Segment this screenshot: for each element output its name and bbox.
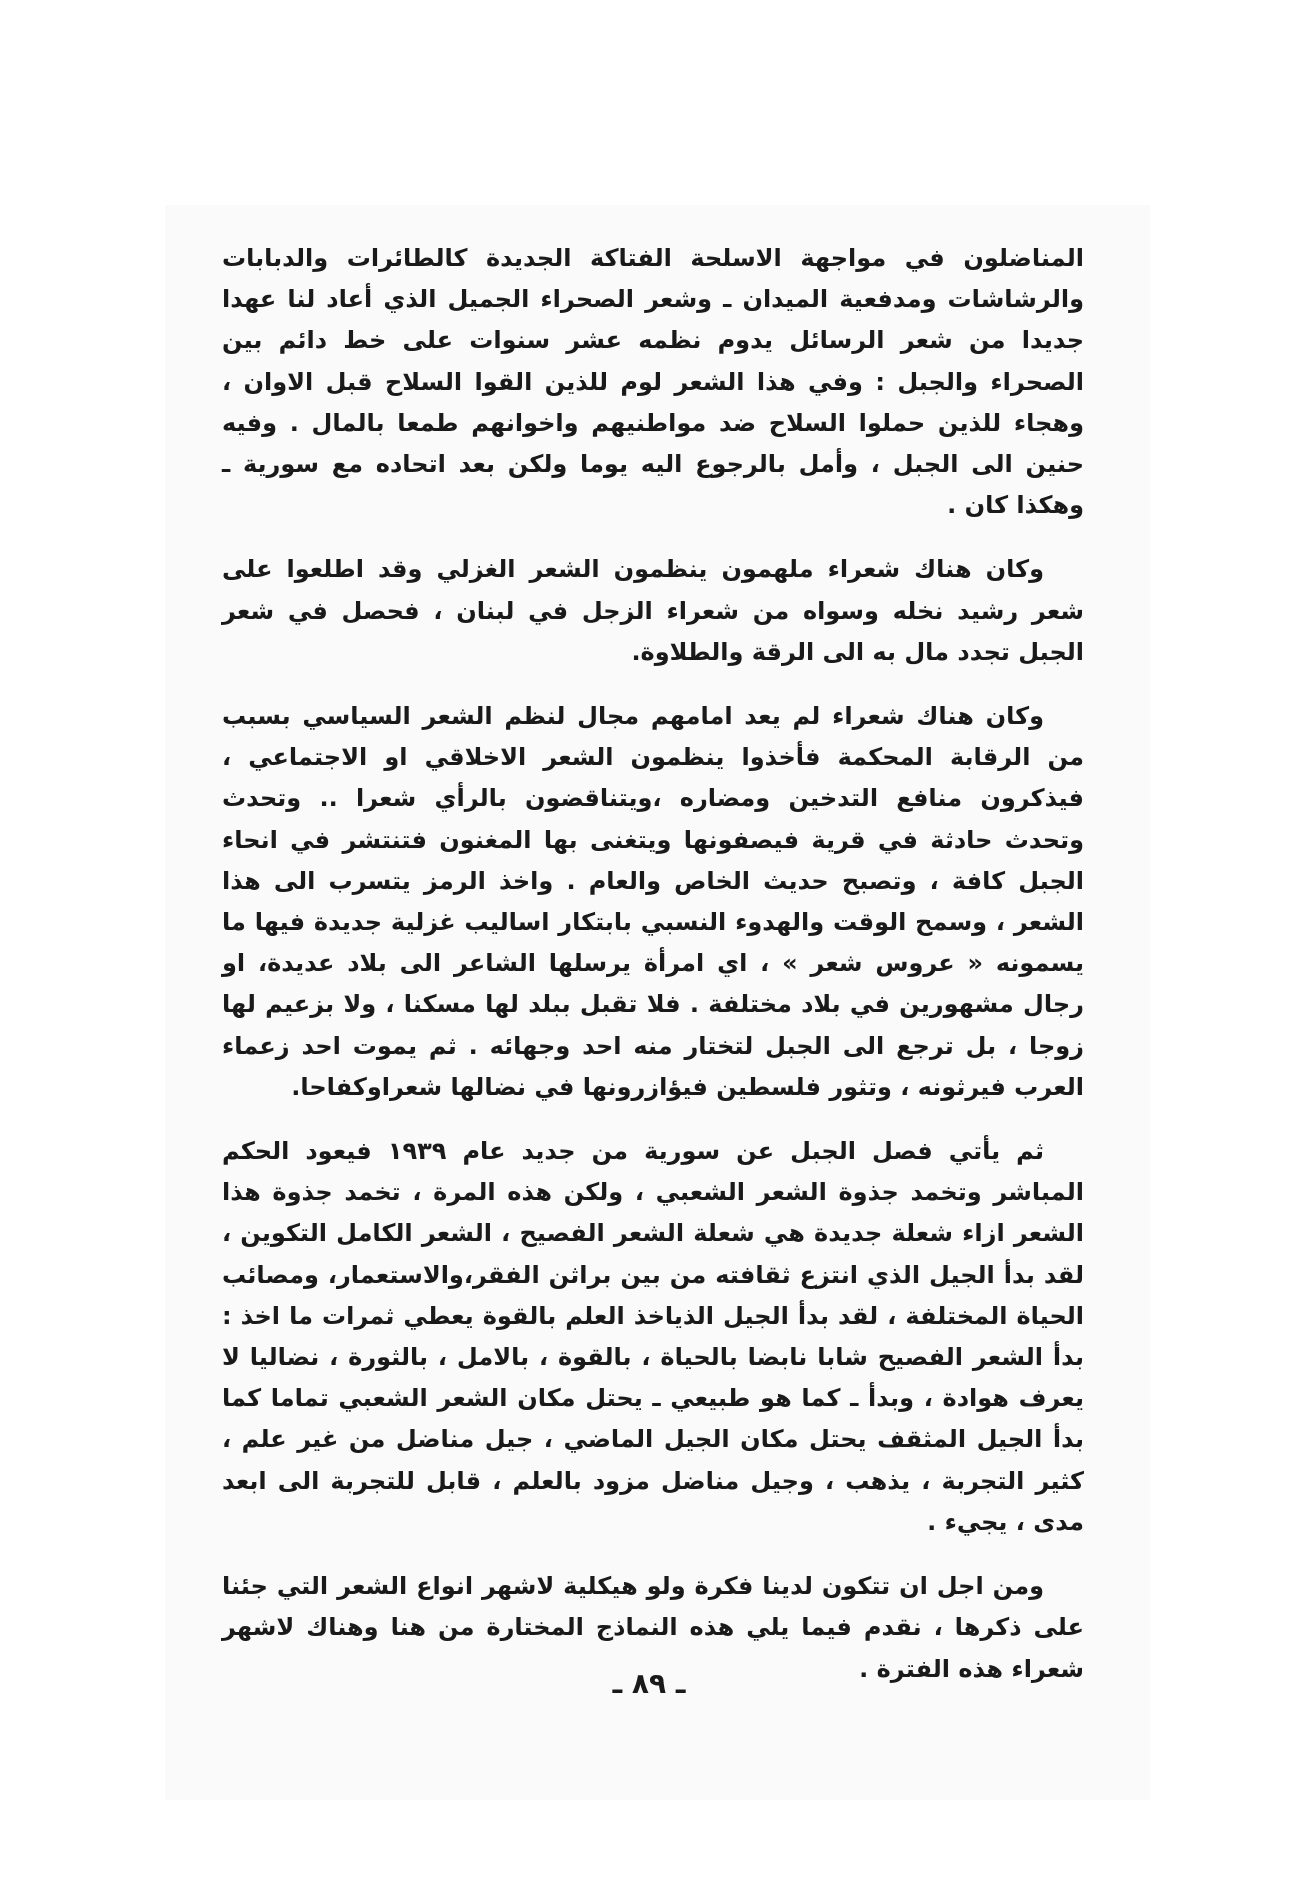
paragraph-1: المناضلون في مواجهة الاسلحة الفتاكة الجديدة كالطائرات والدبابات والرشاشات ومدفعية الميدان ـ وشعر الصحراء الجميل الذي أعاد لنا عهدا جديدا من شعر الرسائل يدوم نظمه عشر سنوات على خط دائم بين الصحراء والجبل : وفي هذا الشعر لوم للذين القوا السلاح قبل الاوان ، وهجاء للذين حملوا السلاح ضد مواطنيهم واخوانهم طمعا بالمال . وفيه حنين الى الجبل ، وأمل بالرجوع اليه يوما ولكن بعد اتحاده مع سورية ـ وهكذا كان . bbox=[222, 244, 1084, 520]
body-text bbox=[222, 238, 1084, 1713]
paragraph-5: ومن اجل ان تتكون لدينا فكرة ولو هيكلية لاشهر انواع الشعر التي جئنا على ذكرها ، نقدم فيما يلي هذه النماذج المختارة من هنا وهناك لاشهر شعراء هذه الفترة . bbox=[222, 1572, 1084, 1683]
paragraph-2: وكان هناك شعراء ملهمون ينظمون الشعر الغزلي وقد اطلعوا على شعر رشيد نخله وسواه من شعراء الزجل في لبنان ، فحصل في شعر الجبل تجدد مال به الى الرقة والطلاوة. bbox=[222, 555, 1084, 666]
paragraph-3: وكان هناك شعراء لم يعد امامهم مجال لنظم الشعر السياسي بسبب من الرقابة المحكمة فأخذوا ينظمون الشعر الاخلاقي او الاجتماعي ، فيذكرون منافع التدخين ومضاره ،ويتناقضون بالرأي شعرا .. وتحدث وتحدث حادثة في قرية فيصفونها ويتغنى بها المغنون فتنتشر في انحاء الجبل كافة ، وتصبح حديث الخاص والعام . واخذ الرمز يتسرب الى هذا الشعر ، وسمح الوقت والهدوء النسبي بابتكار اساليب غزلية جديدة فيها ما يسمونه « عروس شعر » ، اي امرأة يرسلها الشاعر الى بلاد عديدة، او رجال مشهورين في بلاد مختلفة . فلا تقبل ببلد لها مسكنا ، ولا بزعيم لها زوجا ، بل ترجع الى الجبل لتختار منه احد وجهائه . ثم يموت احد زعماء العرب فيرثونه ، وتثور فلسطين فيؤازرونها في نضالها شعراوكفاحا. bbox=[222, 702, 1084, 1101]
paragraph-4: ثم يأتي فصل الجبل عن سورية من جديد عام ١٩٣٩ فيعود الحكم المباشر وتخمد جذوة الشعر الشعبي ، ولكن هذه المرة ، تخمد جذوة هذا الشعر ازاء شعلة جديدة هي شعلة الشعر الفصيح ، الشعر الكامل التكوين ، لقد بدأ الجيل الذي انتزع ثقافته من بين براثن الفقر،والاستعمار، ومصائب الحياة المختلفة ، لقد بدأ الجيل الذياخذ العلم بالقوة يعطي ثمرات ما اخذ : بدأ الشعر الفصيح شابا نابضا بالحياة ، بالقوة ، بالامل ، بالثورة ، نضاليا لا يعرف هوادة ، وبدأ ـ كما هو طبيعي ـ يحتل مكان الشعر الشعبي تماما كما بدأ الجيل المثقف يحتل مكان الجيل الماضي ، جيل مناضل من غير علم ، كثير التجربة ، يذهب ، وجيل مناضل مزود بالعلم ، قابل للتجربة الى ابعد مدى ، يجيء . bbox=[222, 1137, 1084, 1536]
page-number: ـ ٨٩ ـ bbox=[612, 1667, 686, 1700]
